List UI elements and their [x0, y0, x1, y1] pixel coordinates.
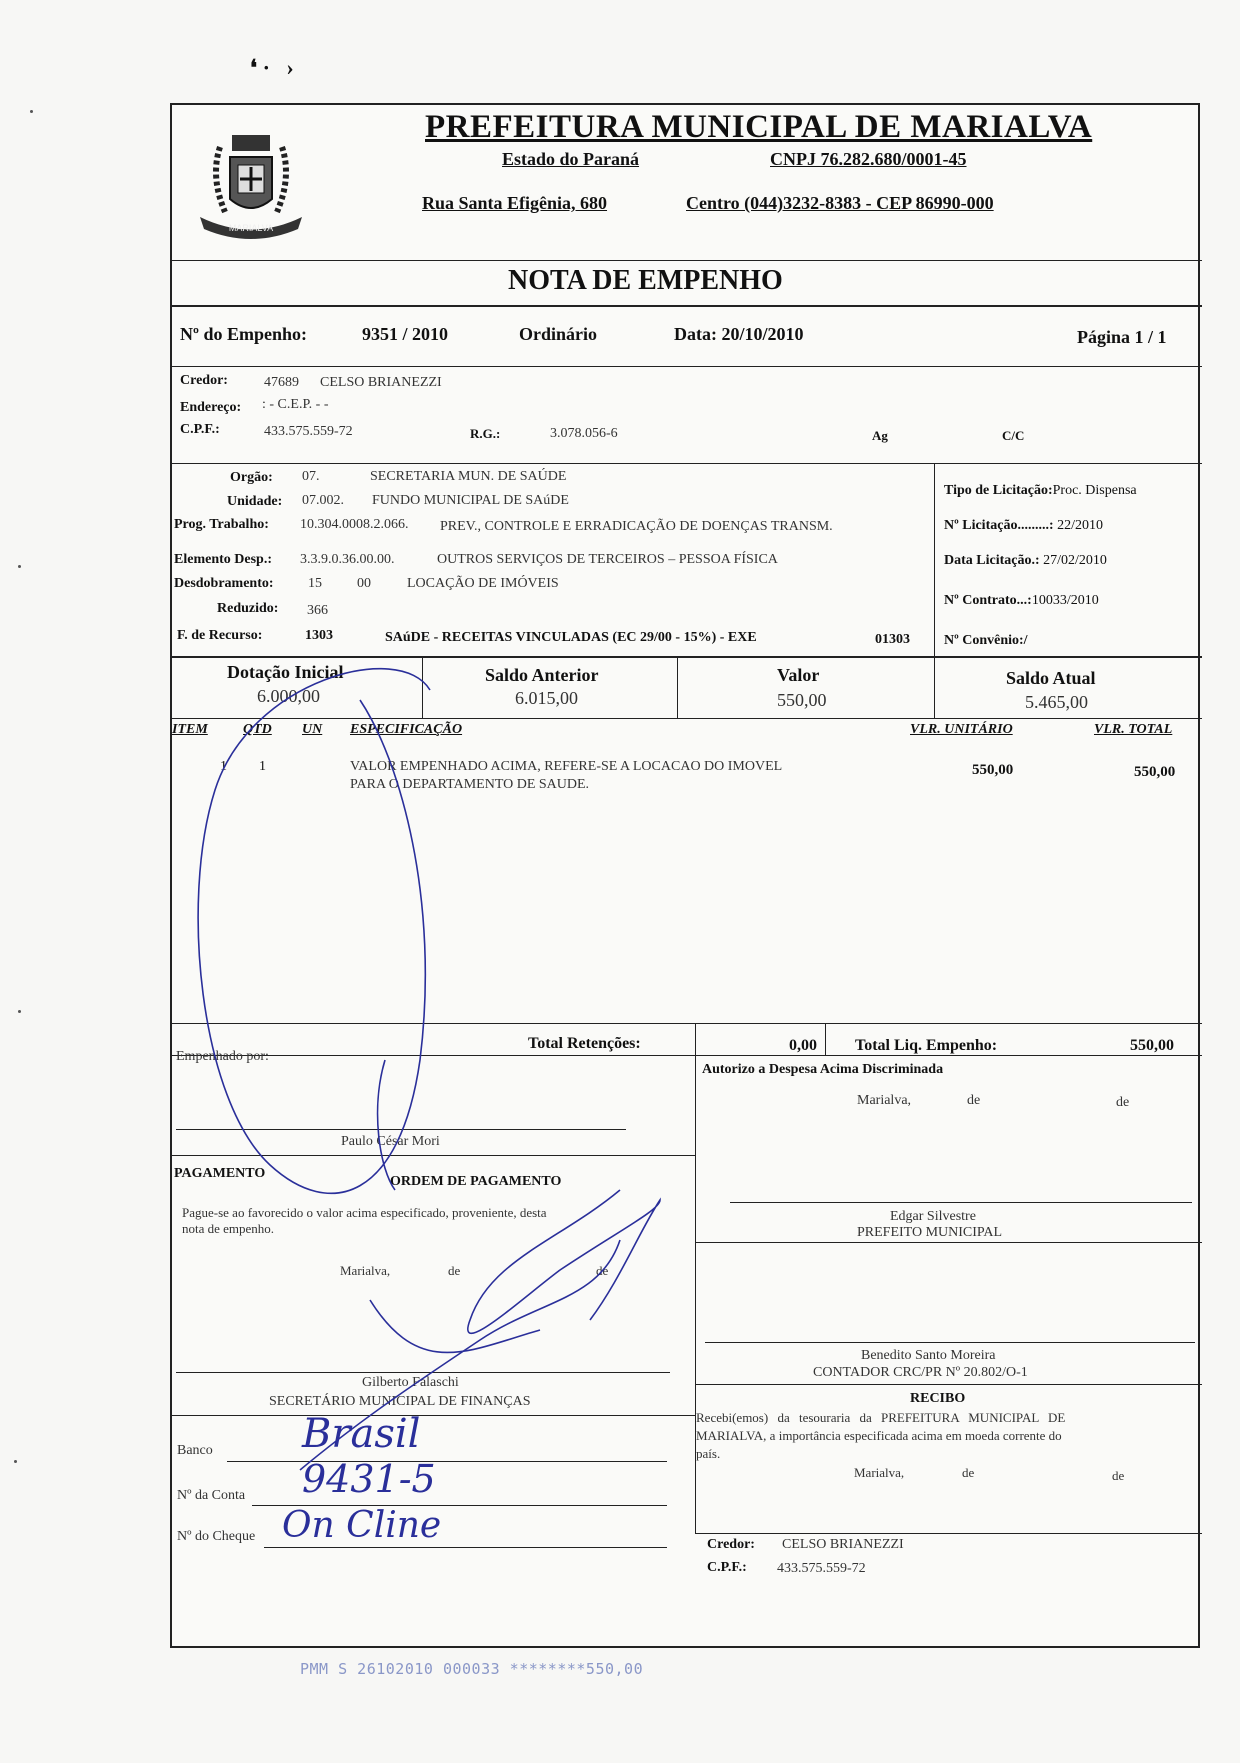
unidade-desc: FUNDO MUNICIPAL DE SAúDE [372, 493, 569, 508]
reduzido-label: Reduzido: [217, 601, 279, 616]
col-qtd: QTD [243, 722, 272, 737]
conta-label: Nº da Conta [177, 1488, 246, 1503]
saldo-atual-value: 5.465,00 [1025, 692, 1088, 712]
pagamento-label: PAGAMENTO [174, 1166, 266, 1181]
empenho-number: 9351 / 2010 [362, 324, 449, 344]
address-value: : - C.E.P. - - [262, 397, 329, 412]
cheque-label: Nº do Cheque [177, 1529, 256, 1544]
state-name: Estado do Paraná [502, 149, 640, 169]
empenho-date: Data: 20/10/2010 [674, 324, 804, 344]
recurso-code: 1303 [305, 628, 333, 643]
saldo-anterior-value: 6.015,00 [515, 688, 578, 708]
scan-speck [18, 1010, 21, 1013]
pagamento-de2: de [596, 1263, 609, 1278]
nota-de-empenho-form [170, 103, 1200, 1648]
svg-text:MARIALVA: MARIALVA [228, 223, 274, 233]
desdobramento-desc: LOCAÇÃO DE IMÓVEIS [407, 576, 559, 591]
col-vlr-total: VLR. TOTAL [1094, 722, 1173, 737]
cc-label: C/C [1002, 428, 1025, 443]
item-number: 1 [220, 759, 227, 774]
prefeito-name: Edgar Silvestre [890, 1209, 976, 1224]
pagamento-text-2: nota de empenho. [182, 1221, 275, 1236]
item-desc-line2: PARA O DEPARTAMENTO DE SAUDE. [350, 777, 590, 792]
recurso-num: 01303 [875, 632, 910, 647]
contact-info: Centro (044)3232-8383 - CEP 86990-000 [686, 193, 994, 213]
col-item: ITEM [172, 722, 208, 737]
unidade-label: Unidade: [227, 494, 283, 509]
total-liq-value: 550,00 [1130, 1037, 1174, 1054]
numero-contrato: Nº Contrato...:10033/2010 [944, 593, 1099, 608]
recibo-de2: de [1112, 1468, 1125, 1483]
rg-label: R.G.: [470, 426, 501, 441]
valor-value: 550,00 [777, 690, 827, 710]
autorizo-label: Autorizo a Despesa Acima Discriminada [702, 1062, 944, 1077]
scan-speck [30, 110, 33, 113]
street-address: Rua Santa Efigênia, 680 [422, 193, 608, 213]
credor-name: CELSO BRIANEZZI [320, 375, 442, 390]
banco-label: Banco [177, 1443, 213, 1458]
page-number: Página 1 / 1 [1077, 327, 1167, 347]
prefeito-role: PREFEITO MUNICIPAL [857, 1225, 1003, 1240]
item-desc-line1: VALOR EMPENHADO ACIMA, REFERE-SE A LOCACAO DO IMOVEL [350, 759, 783, 774]
numero-licitacao: Nº Licitação.........: 22/2010 [944, 518, 1103, 533]
tipo-licitacao: Tipo de Licitação:Proc. Dispensa [944, 483, 1137, 498]
unidade-code: 07.002. [302, 493, 344, 508]
recibo-cpf-label: C.P.F.: [707, 1560, 747, 1575]
financas-name: Gilberto Falaschi [362, 1375, 459, 1390]
total-liq-label: Total Liq. Empenho: [855, 1037, 998, 1054]
scan-speck [18, 565, 21, 568]
total-retencoes-value: 0,00 [789, 1037, 817, 1054]
recibo-de1: de [962, 1465, 975, 1480]
dotacao-label: Dotação Inicial [227, 662, 344, 682]
document-title: NOTA DE EMPENHO [508, 265, 783, 296]
recibo-credor-value: CELSO BRIANEZZI [782, 1537, 904, 1552]
elemento-code: 3.3.9.0.36.00.00. [300, 552, 395, 567]
contador-role: CONTADOR CRC/PR Nº 20.802/O-1 [813, 1365, 1028, 1380]
contador-name: Benedito Santo Moreira [861, 1348, 996, 1363]
desdobramento-a: 15 [308, 576, 322, 591]
credor-code: 47689 [264, 375, 299, 390]
orgao-desc: SECRETARIA MUN. DE SAÚDE [370, 469, 567, 484]
pagamento-text-1: Pague-se ao favorecido o valor acima especificado, proveniente, desta [182, 1205, 547, 1220]
saldo-atual-label: Saldo Atual [1006, 668, 1096, 688]
cpf-label: C.P.F.: [180, 422, 220, 437]
recibo-city: Marialva, [854, 1465, 905, 1480]
prog-desc: PREV., CONTROLE E ERRADICAÇÃO DE DOENÇAS TRANSM. [440, 519, 833, 534]
recibo-text-3: país. [696, 1446, 721, 1461]
empenhado-label: Empenhado por: [176, 1049, 269, 1064]
recurso-desc: SAúDE - RECEITAS VINCULADAS (EC 29/00 - 15%) - EXE [385, 630, 757, 645]
item-qtd: 1 [259, 759, 266, 774]
valor-label: Valor [777, 665, 820, 685]
dotacao-value: 6.000,00 [257, 686, 320, 706]
cnpj: CNPJ 76.282.680/0001-45 [770, 149, 967, 169]
recibo-credor-label: Credor: [707, 1537, 755, 1552]
ag-label: Ag [872, 428, 888, 443]
conta-handwritten: 9431-5 [302, 1457, 436, 1501]
prog-label: Prog. Trabalho: [174, 517, 269, 532]
empenhado-name: Paulo César Mori [341, 1134, 440, 1149]
total-retencoes-label: Total Retenções: [528, 1035, 641, 1052]
autorizo-city: Marialva, [857, 1093, 912, 1108]
elemento-desc: OUTROS SERVIÇOS DE TERCEIROS – PESSOA FÍSICA [437, 552, 778, 567]
empenho-type: Ordinário [519, 324, 598, 344]
data-licitacao: Data Licitação.: 27/02/2010 [944, 553, 1107, 568]
credor-label: Credor: [180, 373, 228, 388]
cheque-handwritten: On Cline [282, 1505, 442, 1546]
recibo-text-2: MARIALVA, a importância especificada acima em moeda corrente do [696, 1428, 1062, 1443]
pagamento-city: Marialva, [340, 1263, 391, 1278]
financas-role: SECRETÁRIO MUNICIPAL DE FINANÇAS [269, 1394, 531, 1409]
elemento-label: Elemento Desp.: [174, 552, 272, 567]
desdobramento-label: Desdobramento: [174, 576, 274, 591]
recibo-text-1: Recebi(emos) da tesouraria da PREFEITURA MUNICIPAL DE [696, 1410, 1066, 1425]
orgao-label: Orgão: [230, 470, 273, 485]
recurso-label: F. de Recurso: [177, 628, 263, 643]
pagamento-de1: de [448, 1263, 461, 1278]
saldo-anterior-label: Saldo Anterior [485, 665, 599, 685]
col-vlr-unitario: VLR. UNITÁRIO [910, 722, 1013, 737]
autorizo-de1: de [967, 1093, 981, 1108]
item-vlr-total: 550,00 [1134, 764, 1176, 780]
recibo-title: RECIBO [910, 1391, 966, 1406]
empenho-label: Nº do Empenho: [180, 324, 307, 344]
autorizo-de2: de [1116, 1095, 1130, 1110]
prog-code: 10.304.0008.2.066. [300, 517, 409, 532]
desdobramento-b: 00 [357, 576, 371, 591]
coat-of-arms-logo [180, 117, 322, 251]
prefeitura-title: PREFEITURA MUNICIPAL DE MARIALVA [425, 109, 1093, 145]
cpf-value: 433.575.559-72 [264, 424, 353, 439]
orgao-code: 07. [302, 469, 320, 484]
rg-value: 3.078.056-6 [550, 426, 618, 441]
item-vlr-unitario: 550,00 [972, 762, 1014, 778]
bank-stamp: PMM S 26102010 000033 ********550,00 [300, 1660, 644, 1678]
reduzido-value: 366 [307, 603, 328, 618]
numero-convenio: Nº Convênio:/ [944, 633, 1028, 648]
address-label: Endereço: [180, 400, 242, 415]
banco-handwritten: Brasil [302, 1411, 421, 1457]
scan-mark: ❛ · › [250, 55, 294, 80]
col-especificacao: ESPECIFICAÇÃO [350, 722, 463, 737]
recibo-cpf-value: 433.575.559-72 [777, 1561, 866, 1576]
scan-speck [14, 1460, 17, 1463]
col-un: UN [302, 722, 323, 737]
ordem-pagamento-label: ORDEM DE PAGAMENTO [390, 1174, 562, 1189]
